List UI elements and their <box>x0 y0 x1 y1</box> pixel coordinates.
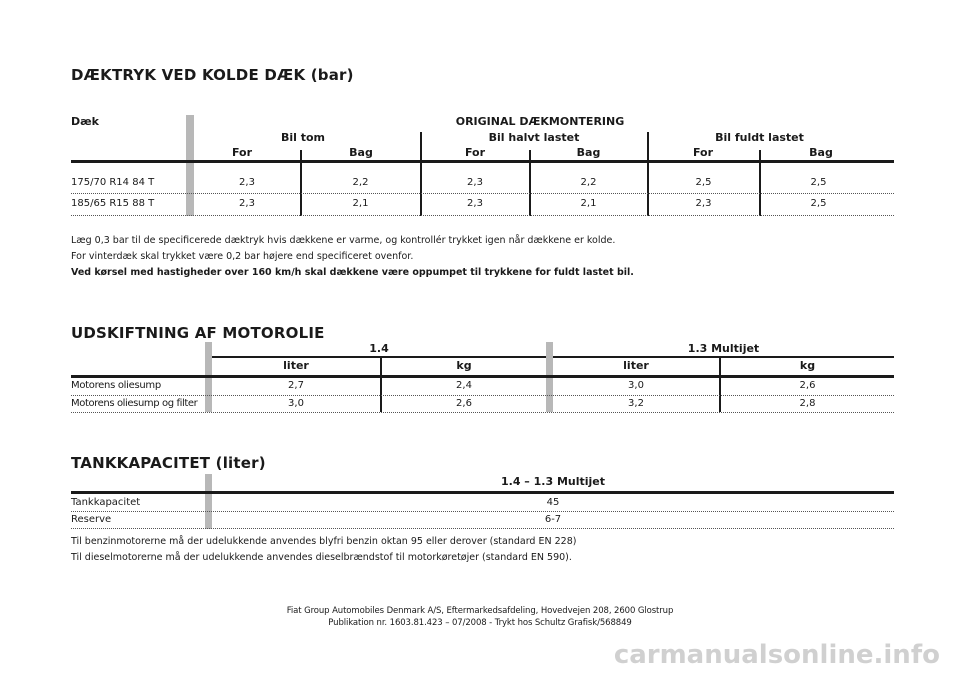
oil-cell: 2,6 <box>799 380 816 391</box>
oil-row-label: Motorens oliesump <box>71 380 161 391</box>
tyre-group-1: Bil tom <box>280 131 326 144</box>
oil-cell: 3,2 <box>628 398 644 409</box>
tyre-cell: 2,5 <box>810 177 827 188</box>
tyre-cell: 2,2 <box>580 177 597 188</box>
oil-cell: 3,0 <box>288 398 304 409</box>
tyre-column-label: Dæk <box>71 115 99 128</box>
tyre-cell: 2,3 <box>467 198 483 209</box>
tyre-cell: 2,5 <box>695 177 712 188</box>
tyre-group-3: Bil fuldt lastet <box>715 131 804 144</box>
tyre-note: For vinterdæk skal trykket være 0,2 bar højere end specificeret ovenfor. <box>71 251 414 262</box>
tyre-group-2: Bil halvt lastet <box>488 131 580 144</box>
tyre-row-label: 175/70 R14 84 T <box>71 177 155 188</box>
tank-cell: 6-7 <box>544 514 562 525</box>
oil-cell: 2,4 <box>456 380 472 391</box>
tyre-cell: 2,3 <box>695 198 712 209</box>
tyre-cell: 2,2 <box>352 177 369 188</box>
oil-cell: 3,0 <box>628 380 644 391</box>
tyre-subcol-6: Bag <box>809 146 833 159</box>
oil-row-label: Motorens oliesump og filter <box>71 398 198 409</box>
tyre-section-title: DÆKTRYK VED KOLDE DÆK (bar) <box>71 66 354 84</box>
tank-row-rule <box>71 528 894 529</box>
tank-row-label: Reserve <box>71 514 112 525</box>
tyre-subcol-5: For <box>692 146 714 159</box>
oil-section-title: UDSKIFTNING AF MOTOROLIE <box>71 324 325 342</box>
watermark: carmanualsonline.info <box>613 640 940 670</box>
oil-subcol-1: liter <box>283 359 309 372</box>
oil-group-rule <box>212 356 546 358</box>
tank-note: Til dieselmotorerne må der udelukkende anvendes dieselbrændstof til motorkøretøjer (standard EN 590). <box>71 552 572 563</box>
tyre-group-title: ORIGINAL DÆKMONTERING <box>455 115 625 128</box>
tyre-note: Læg 0,3 bar til de specificerede dæktryk hvis dækkene er varme, og kontrollér trykket igen når dækkene er kolde. <box>71 235 616 246</box>
tyre-subcol-2: Bag <box>349 146 373 159</box>
oil-group-1: 1.4 <box>369 342 389 355</box>
tank-section-title: TANKKAPACITET (liter) <box>71 454 266 472</box>
tyre-row-rule <box>71 215 894 216</box>
oil-cell: 2,7 <box>288 380 304 391</box>
oil-group-2: 1.3 Multijet <box>687 342 760 355</box>
tank-group: 1.4 – 1.3 Multijet <box>500 475 606 488</box>
tank-gray-bar <box>205 474 212 529</box>
oil-cell: 2,6 <box>456 398 472 409</box>
tyre-cell: 2,1 <box>352 198 369 209</box>
footer-line-2: Publikation nr. 1603.81.423 – 07/2008 - Trykt hos Schultz Grafisk/568849 <box>328 618 632 628</box>
tyre-row-label: 185/65 R15 88 T <box>71 198 155 209</box>
oil-subcol-3: liter <box>623 359 649 372</box>
tyre-subcol-3: For <box>464 146 486 159</box>
tyre-cell: 2,3 <box>239 177 255 188</box>
tyre-note-bold: Ved kørsel med hastigheder over 160 km/h skal dækkene være oppumpet til trykkene for fuldt lastet bil. <box>71 267 634 278</box>
oil-subcol-2: kg <box>456 359 472 372</box>
tyre-cell: 2,5 <box>810 198 827 209</box>
oil-subcol-4: kg <box>799 359 816 372</box>
oil-row-rule <box>71 395 894 396</box>
tyre-subcol-4: Bag <box>576 146 601 159</box>
tank-row-label: Tankkapacitet <box>71 497 141 508</box>
tank-cell: 45 <box>546 497 560 508</box>
footer-line-1: Fiat Group Automobiles Denmark A/S, Eftermarkedsafdeling, Hovedvejen 208, 2600 Glostrup <box>286 606 674 616</box>
tyre-header-rule <box>71 160 894 163</box>
tyre-cell: 2,3 <box>239 198 255 209</box>
oil-header-rule <box>71 375 894 378</box>
tank-header-rule <box>71 491 894 494</box>
tank-row-rule <box>71 511 894 512</box>
oil-cell: 2,8 <box>799 398 816 409</box>
tyre-cell: 2,1 <box>580 198 597 209</box>
tank-note: Til benzinmotorerne må der udelukkende anvendes blyfri benzin oktan 95 eller derover (standard EN 228) <box>71 536 577 547</box>
oil-row-rule <box>71 412 894 413</box>
tyre-cell: 2,3 <box>467 177 483 188</box>
tyre-row-rule <box>71 193 894 194</box>
oil-group-rule <box>553 356 894 358</box>
tyre-subcol-1: For <box>231 146 253 159</box>
